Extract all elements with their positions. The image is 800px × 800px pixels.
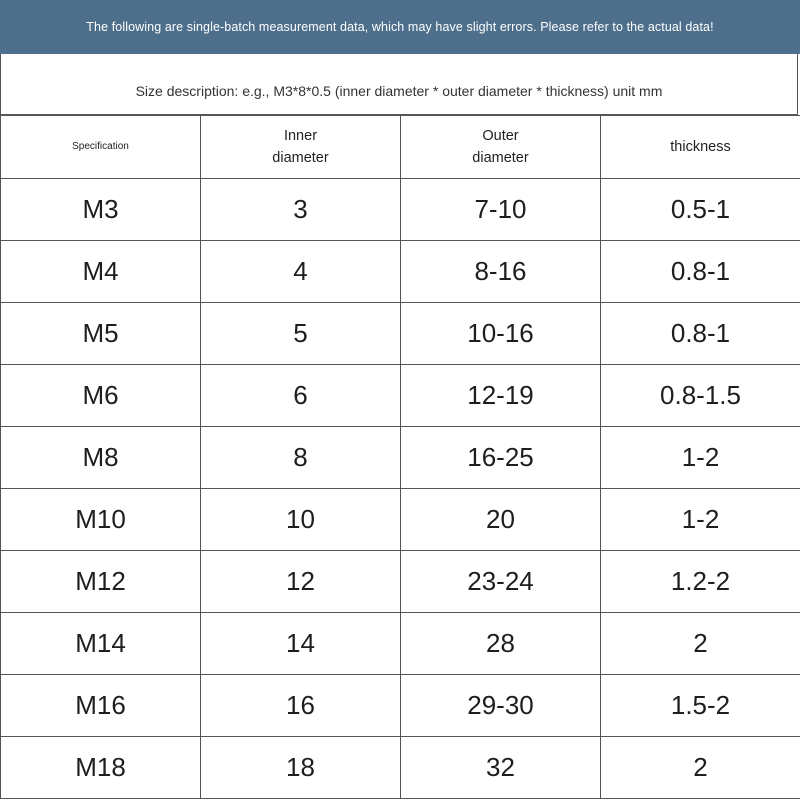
cell-spec: M16 <box>1 675 201 737</box>
cell-inner-diameter: 14 <box>201 613 401 675</box>
header-inner-diameter-line2: diameter <box>272 150 329 166</box>
cell-inner-diameter: 8 <box>201 427 401 489</box>
table-row <box>1 551 800 613</box>
header-inner-diameter-line1: Inner <box>283 128 318 144</box>
header-outer-diameter <box>401 116 601 179</box>
header-specification-label: Specification <box>72 141 129 152</box>
cell-spec: M12 <box>1 551 201 613</box>
cell-thickness: 1-2 <box>601 489 800 551</box>
cell-outer-diameter: 28 <box>401 613 601 675</box>
cell-inner-diameter: 6 <box>201 365 401 427</box>
cell-spec: M3 <box>1 179 201 241</box>
notice-banner-text: The following are single-batch measurement data, which may have slight errors. Please refer to the actual data! <box>86 20 714 34</box>
header-thickness <box>601 116 800 179</box>
cell-inner-diameter: 4 <box>201 241 401 303</box>
header-outer-diameter-line1: Outer <box>482 128 519 144</box>
cell-outer-diameter: 8-16 <box>401 241 601 303</box>
cell-thickness: 0.5-1 <box>601 179 800 241</box>
header-thickness-label: thickness <box>670 139 731 155</box>
size-description <box>0 54 798 115</box>
cell-outer-diameter: 16-25 <box>401 427 601 489</box>
table-row <box>1 737 800 799</box>
header-inner-diameter <box>201 116 401 179</box>
table-row <box>1 489 800 551</box>
cell-outer-diameter: 10-16 <box>401 303 601 365</box>
table-row <box>1 303 800 365</box>
cell-thickness: 0.8-1.5 <box>601 365 800 427</box>
cell-thickness: 2 <box>601 737 800 799</box>
specification-table <box>0 115 800 799</box>
cell-spec: M14 <box>1 613 201 675</box>
cell-outer-diameter: 12-19 <box>401 365 601 427</box>
cell-inner-diameter: 12 <box>201 551 401 613</box>
cell-outer-diameter: 20 <box>401 489 601 551</box>
cell-spec: M8 <box>1 427 201 489</box>
table-row <box>1 427 800 489</box>
cell-spec: M5 <box>1 303 201 365</box>
cell-thickness: 2 <box>601 613 800 675</box>
cell-inner-diameter: 3 <box>201 179 401 241</box>
table-header-row <box>1 116 800 179</box>
cell-outer-diameter: 29-30 <box>401 675 601 737</box>
cell-outer-diameter: 23-24 <box>401 551 601 613</box>
cell-inner-diameter: 16 <box>201 675 401 737</box>
cell-spec: M10 <box>1 489 201 551</box>
cell-spec: M4 <box>1 241 201 303</box>
cell-thickness: 1.5-2 <box>601 675 800 737</box>
cell-inner-diameter: 5 <box>201 303 401 365</box>
table-row <box>1 613 800 675</box>
cell-thickness: 0.8-1 <box>601 241 800 303</box>
table-row <box>1 365 800 427</box>
cell-outer-diameter: 32 <box>401 737 601 799</box>
table-row <box>1 241 800 303</box>
cell-inner-diameter: 18 <box>201 737 401 799</box>
cell-thickness: 0.8-1 <box>601 303 800 365</box>
table-row <box>1 179 800 241</box>
cell-thickness: 1.2-2 <box>601 551 800 613</box>
header-specification <box>1 116 201 179</box>
notice-banner <box>0 0 800 54</box>
cell-inner-diameter: 10 <box>201 489 401 551</box>
cell-spec: M18 <box>1 737 201 799</box>
header-outer-diameter-line2: diameter <box>472 150 529 166</box>
cell-spec: M6 <box>1 365 201 427</box>
table-row <box>1 675 800 737</box>
cell-outer-diameter: 7-10 <box>401 179 601 241</box>
size-description-text: Size description: e.g., M3*8*0.5 (inner diameter * outer diameter * thickness) unit mm <box>135 83 663 99</box>
cell-thickness: 1-2 <box>601 427 800 489</box>
